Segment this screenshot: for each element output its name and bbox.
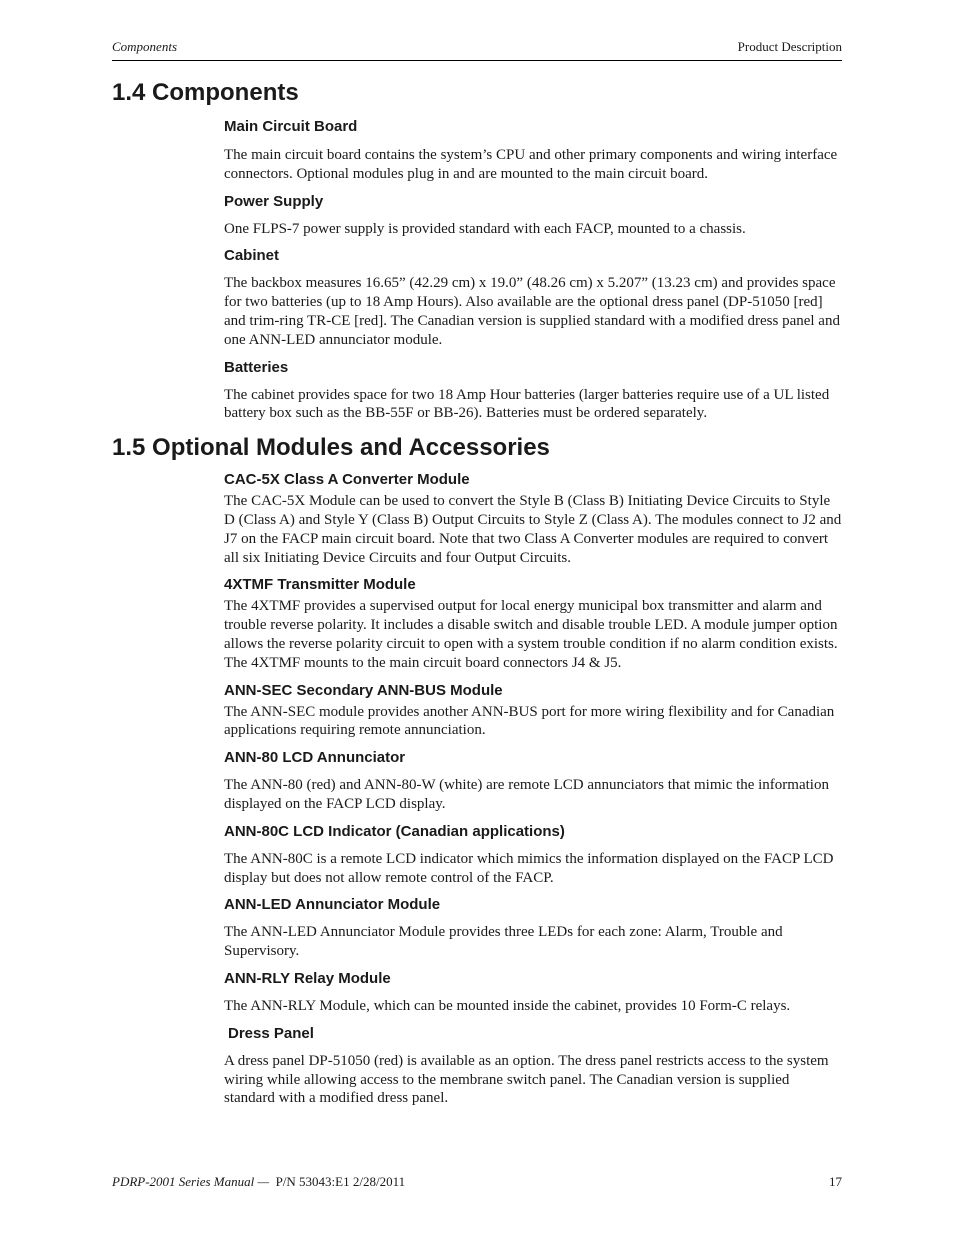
ann-sec-text: The ANN-SEC module provides another ANN-BUS port for more wiring flexibility and for Canadian applications requiring remote annunciation. <box>224 703 835 739</box>
power-supply-heading: Power Supply <box>224 192 324 210</box>
dress-panel-heading: Dress Panel <box>228 1024 314 1042</box>
4xtmf-heading: 4XTMF Transmitter Module <box>224 576 416 594</box>
ann-led-text: The ANN-LED Annunciator Module provides three LEDs for each zone: Alarm, Trouble and Supervisory. <box>224 924 783 960</box>
dress-panel-text: A dress panel DP-51050 (red) is available as an option. The dress panel restricts access to the system wiring while allowing access to the membrane switch panel. The Canadian version is supplied standard with a modified dress panel. <box>224 1052 829 1107</box>
batteries-heading: Batteries <box>224 358 289 376</box>
main-circuit-board-heading: Main Circuit Board <box>224 118 358 135</box>
ann-80-heading: ANN-80 LCD Annunciator <box>224 749 406 767</box>
page-header <box>112 38 842 61</box>
cabinet-text: The backbox measures 16.65” (42.29 cm) x 19.0” (48.26 cm) x 5.207” (13.23 cm) and provides space for two batteries (up to 18 Amp Hours). Also available are the optional dress panel (DP-51050 [red] and trim-ring TR-CE [red]. The Canadian version is supplied standard with a modified dress panel and one ANN-LED annunciator module. <box>224 275 840 348</box>
page-content <box>112 76 842 1108</box>
header-section-name: Components <box>112 39 177 54</box>
section-1-4-title: 1.4 Components <box>112 79 299 106</box>
ann-80c-heading: ANN-80C LCD Indicator (Canadian applications) <box>224 822 565 840</box>
cac-5x-heading: CAC-5X Class A Converter Module <box>224 471 470 489</box>
batteries-text: The cabinet provides space for two 18 Amp Hour batteries (larger batteries require use of a UL listed battery box such as the BB-55F or BB-26). Batteries must be ordered separately. <box>224 386 830 422</box>
power-supply-text: One FLPS-7 power supply is provided standard with each FACP, mounted to a chassis. <box>224 220 746 237</box>
ann-led-heading: ANN-LED Annunciator Module <box>224 896 441 914</box>
header-chapter-name: Product Description <box>737 39 842 54</box>
ann-sec-heading: ANN-SEC Secondary ANN-BUS Module <box>224 681 503 699</box>
ann-80c-text: The ANN-80C is a remote LCD indicator which mimics the information displayed on the FACP LCD display but does not allow remote control of the FACP. <box>224 850 834 886</box>
ann-rly-text: The ANN-RLY Module, which can be mounted inside the cabinet, provides 10 Form-C relays. <box>224 997 791 1014</box>
ann-80-text: The ANN-80 (red) and ANN-80-W (white) are remote LCD annunciators that mimic the information displayed on the FACP LCD display. <box>224 777 829 812</box>
footer-part-number: P/N 53043:E1 2/28/2011 <box>275 1174 406 1189</box>
cac-5x-text: The CAC-5X Module can be used to convert the Style B (Class B) Initiating Device Circuits to Style D (Class A) and Style Y (Class B) Output Circuits to Style Z (Class A). The modules connect to J2 and J7 on the FACP main circuit board. Note that two Class A Converter modules are required to convert all six Initiating Device Circuits and four Output Circuits. <box>224 493 842 566</box>
main-circuit-board-text: The main circuit board contains the system’s CPU and other primary components and wiring interface connectors. Optional modules plug in and are mounted to the main circuit board. <box>224 147 838 182</box>
4xtmf-text: The 4XTMF provides a supervised output for local energy municipal box transmitter and alarm and trouble reverse polarity. It includes a disable switch and disable trouble LED. A module jumper option allows the reverse polarity circuit to open with a system trouble condition if no alarm condition exists. The 4XTMF mounts to the main circuit board connectors J4 & J5. <box>224 598 838 671</box>
footer-manual-info <box>112 1174 405 1190</box>
ann-rly-heading: ANN-RLY Relay Module <box>224 969 391 987</box>
section-1-5-title: 1.5 Optional Modules and Accessories <box>112 434 550 462</box>
page-number: 17 <box>829 1174 842 1189</box>
footer-manual-title: PDRP-2001 Series Manual — <box>112 1174 270 1189</box>
cabinet-heading: Cabinet <box>224 247 280 265</box>
